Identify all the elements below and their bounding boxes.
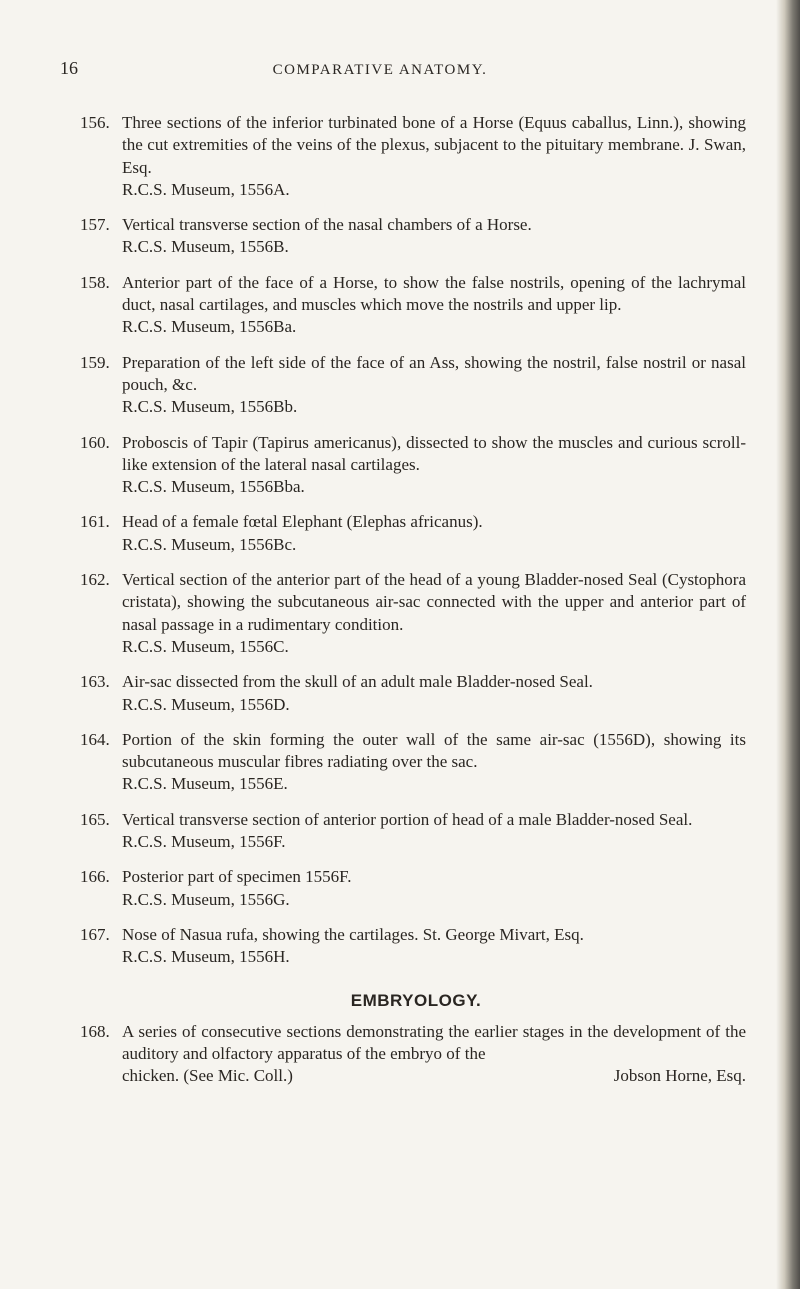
entry-reference: R.C.S. Museum, 1556Ba. (122, 317, 297, 337)
entry-number: 166. (80, 867, 110, 887)
entry-reference: R.C.S. Museum, 1556A. (122, 179, 290, 199)
entry-description: Air-sac dissected from the skull of an adult male Bladder-nosed Seal. (122, 672, 593, 692)
entry-final-line (86, 1065, 746, 1087)
entry-number: 156. (80, 113, 110, 132)
entry-number: 159. (80, 352, 110, 372)
entry-description: Preparation of the left side of the face of an Ass, showing the nostril, false nostril or nasal pouch, &c. (122, 352, 746, 394)
entry-number: 163. (80, 672, 110, 692)
page-edge-shadow (776, 0, 800, 1289)
entry-donor: Jobson Horne, Esq. (613, 1066, 746, 1086)
entry-number: 160. (80, 432, 110, 452)
section-heading: EMBRYOLOGY. (350, 990, 482, 1010)
entry-description: Head of a female fœtal Elephant (Elephas africanus). (122, 512, 483, 532)
catalogue-entry (80, 924, 746, 969)
entry-reference: R.C.S. Museum, 1556C. (122, 636, 289, 656)
catalogue-entry (80, 569, 746, 658)
entry-number: 162. (80, 570, 110, 590)
entry-reference: R.C.S. Museum, 1556Bba. (122, 477, 305, 497)
entry-reference: R.C.S. Museum, 1556G. (122, 889, 290, 909)
catalogue-entries (80, 112, 746, 1100)
catalogue-entry (80, 1021, 746, 1088)
catalogue-entry (80, 809, 746, 854)
catalogue-entry (80, 272, 746, 339)
entry-description: Vertical transverse section of the nasal chambers of a Horse. (122, 215, 532, 235)
entry-number: 157. (80, 215, 110, 235)
entry-number: 167. (80, 924, 110, 944)
page-number: 16 (60, 58, 78, 78)
entry-number: 164. (80, 729, 110, 749)
entry-reference: R.C.S. Museum, 1556E. (122, 774, 288, 794)
catalogue-entry (80, 214, 746, 259)
catalogue-entry (80, 432, 746, 499)
entry-description: Posterior part of specimen 1556F. (122, 867, 352, 887)
entry-number: 161. (80, 512, 110, 532)
entry-reference: R.C.S. Museum, 1556B. (122, 237, 289, 257)
entry-description: Vertical section of the anterior part of the head of a young Bladder-nosed Seal (Cystophora cristata), showing the subcutaneous air-sac connected with the upper and anterior part of nasal passage in a rudimentary condition. (122, 570, 746, 634)
entry-number: 168. (80, 1021, 110, 1041)
catalogue-entry (80, 729, 746, 796)
entry-description: Vertical transverse section of anterior portion of head of a male Bladder-nosed Seal. (122, 809, 693, 829)
entry-reference: R.C.S. Museum, 1556F. (122, 832, 286, 852)
catalogue-entry (80, 352, 746, 419)
catalogue-entry (80, 671, 746, 716)
entry-description: Portion of the skin forming the outer wall of the same air-sac (1556D), showing its subcutaneous muscular fibres radiating over the sac. (122, 729, 746, 772)
catalogue-entry (80, 112, 746, 201)
entry-reference: R.C.S. Museum, 1556H. (122, 947, 290, 967)
entry-reference: R.C.S. Museum, 1556Bb. (122, 397, 298, 417)
entry-number: 158. (80, 272, 110, 292)
entry-description: Three sections of the inferior turbinated bone of a Horse (Equus caballus, Linn.), showing the cut extremities of the veins of the plexus, subjacent to the pituitary membrane. J. Swan, Esq. (122, 113, 746, 177)
running-head: COMPARATIVE ANATOMY. (272, 62, 488, 78)
entry-reference: R.C.S. Museum, 1556D. (122, 694, 290, 714)
entry-description: A series of consecutive sections demonstrating the earlier stages in the development of the auditory and olfactory apparatus of the embryo of the (122, 1021, 746, 1063)
entry-reference: R.C.S. Museum, 1556Bc. (122, 534, 297, 554)
catalogue-entry (80, 866, 746, 911)
entry-final-line-left: chicken. (See Mic. Coll.) (122, 1066, 293, 1086)
entry-description: Proboscis of Tapir (Tapirus americanus), dissected to show the muscles and curious scroll-like extension of the lateral nasal cartilages. (122, 432, 746, 474)
catalogue-entry (80, 511, 746, 556)
entry-description: Nose of Nasua rufa, showing the cartilages. St. George Mivart, Esq. (122, 924, 584, 944)
entry-number: 165. (80, 809, 110, 829)
entry-description: Anterior part of the face of a Horse, to show the false nostrils, opening of the lachrymal duct, nasal cartilages, and muscles which move the nostrils and upper lip. (122, 272, 746, 315)
